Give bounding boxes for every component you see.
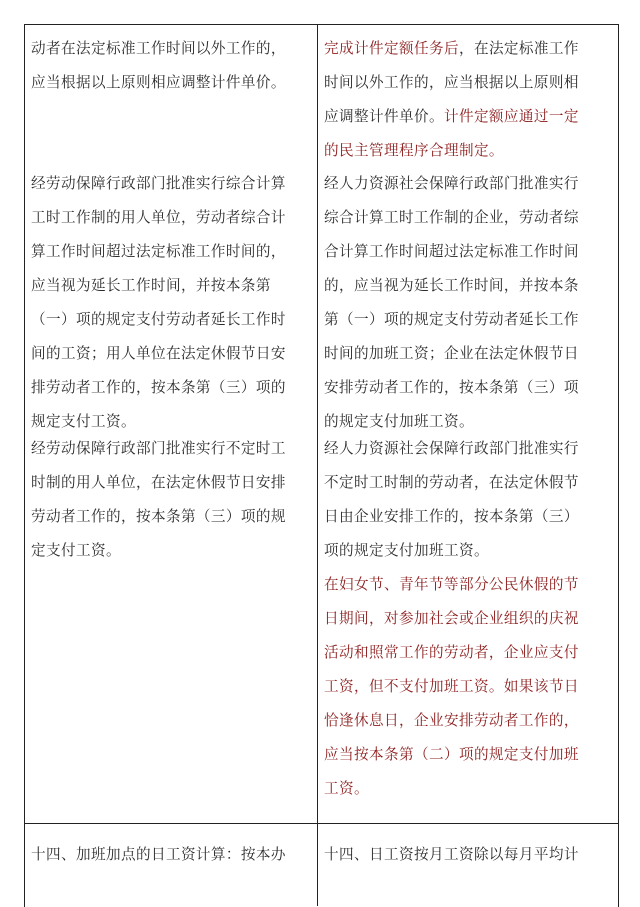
right-line: 项的规定支付加班工资。	[324, 542, 489, 559]
right-line: 的，应当视为延长工作时间，并按本条	[324, 277, 579, 294]
right-line: 经人力资源社会保障行政部门批准实行	[324, 175, 579, 192]
right-line	[324, 100, 612, 134]
right-line: 第（一）项的规定支付劳动者延长工作	[324, 311, 579, 328]
left-line: 规定支付工资。	[31, 413, 136, 430]
right-line: 十四、日工资按月工资除以每月平均计	[324, 846, 579, 863]
right-block-4	[324, 568, 612, 806]
right-line: 工资，但不支付加班工资。如果该节日	[324, 678, 579, 695]
right-line: 安排劳动者工作的，按本条第（三）项	[324, 379, 579, 396]
right-line: 的规定支付加班工资。	[324, 413, 474, 430]
right-block-3	[324, 432, 612, 568]
right-line	[324, 32, 612, 66]
left-line: 应当视为延长工作时间，并按本条第	[31, 277, 271, 294]
left-line: （一）项的规定支付劳动者延长工作时	[31, 311, 286, 328]
left-line: 定支付工资。	[31, 542, 121, 559]
left-line: 时制的用人单位，在法定休假节日安排	[31, 474, 286, 491]
right-line: 恰逢休息日，企业安排劳动者工作的，	[324, 712, 579, 729]
right-row2	[324, 838, 612, 872]
right-line	[324, 134, 612, 168]
right-line: 时间的加班工资；企业在法定休假节日	[324, 345, 579, 362]
left-line: 动者在法定标准工作时间以外工作的，	[31, 40, 286, 57]
right-block-2	[324, 167, 612, 439]
right-line: 不定时工时制的劳动者，在法定休假节	[324, 474, 579, 491]
left-line: 排劳动者工作的，按本条第（三）项的	[31, 379, 286, 396]
right-line: 综合计算工时工作制的企业，劳动者综	[324, 209, 579, 226]
left-line: 劳动者工作的，按本条第（三）项的规	[31, 508, 286, 525]
plain-text: ，在法定标准工作	[458, 40, 579, 57]
right-line: 在妇女节、青年节等部分公民休假的节	[324, 576, 579, 593]
left-line: 间的工资；用人单位在法定休假节日安	[31, 345, 286, 362]
red-text: 的民主管理程序合理制定。	[324, 142, 504, 159]
row-divider	[24, 823, 618, 824]
left-block-3	[31, 432, 313, 568]
left-line: 算工作时间超过法定标准工作时间的，	[31, 243, 286, 260]
left-row2	[31, 838, 313, 872]
red-text: 计件定额应通过一定	[443, 108, 579, 125]
plain-text: 应调整计件单价。	[324, 108, 444, 125]
left-block-1	[31, 32, 313, 100]
right-line: 应当按本条第（二）项的规定支付加班	[324, 746, 579, 763]
right-line: 日由企业安排工作的，按本条第（三）	[324, 508, 579, 525]
right-line: 工资。	[324, 780, 369, 797]
left-line: 应当根据以上原则相应调整计件单价。	[31, 74, 286, 91]
right-line	[324, 66, 612, 100]
left-line: 十四、加班加点的日工资计算：按本办	[31, 846, 286, 863]
right-line: 日期间，对参加社会或企业组织的庆祝	[324, 610, 579, 627]
plain-text: 时间以外工作的，应当根据以上原则相	[324, 74, 579, 91]
right-block-1	[324, 32, 612, 168]
left-line: 经劳动保障行政部门批准实行不定时工	[31, 440, 286, 457]
left-block-2	[31, 167, 313, 439]
right-line: 活动和照常工作的劳动者，企业应支付	[324, 644, 579, 661]
red-text: 完成计件定额任务后	[324, 40, 459, 57]
column-divider	[317, 24, 318, 906]
right-line: 合计算工作时间超过法定标准工作时间	[324, 243, 579, 260]
right-line: 经人力资源社会保障行政部门批准实行	[324, 440, 579, 457]
left-line: 经劳动保障行政部门批准实行综合计算	[31, 175, 286, 192]
left-line: 工时工作制的用人单位，劳动者综合计	[31, 209, 286, 226]
